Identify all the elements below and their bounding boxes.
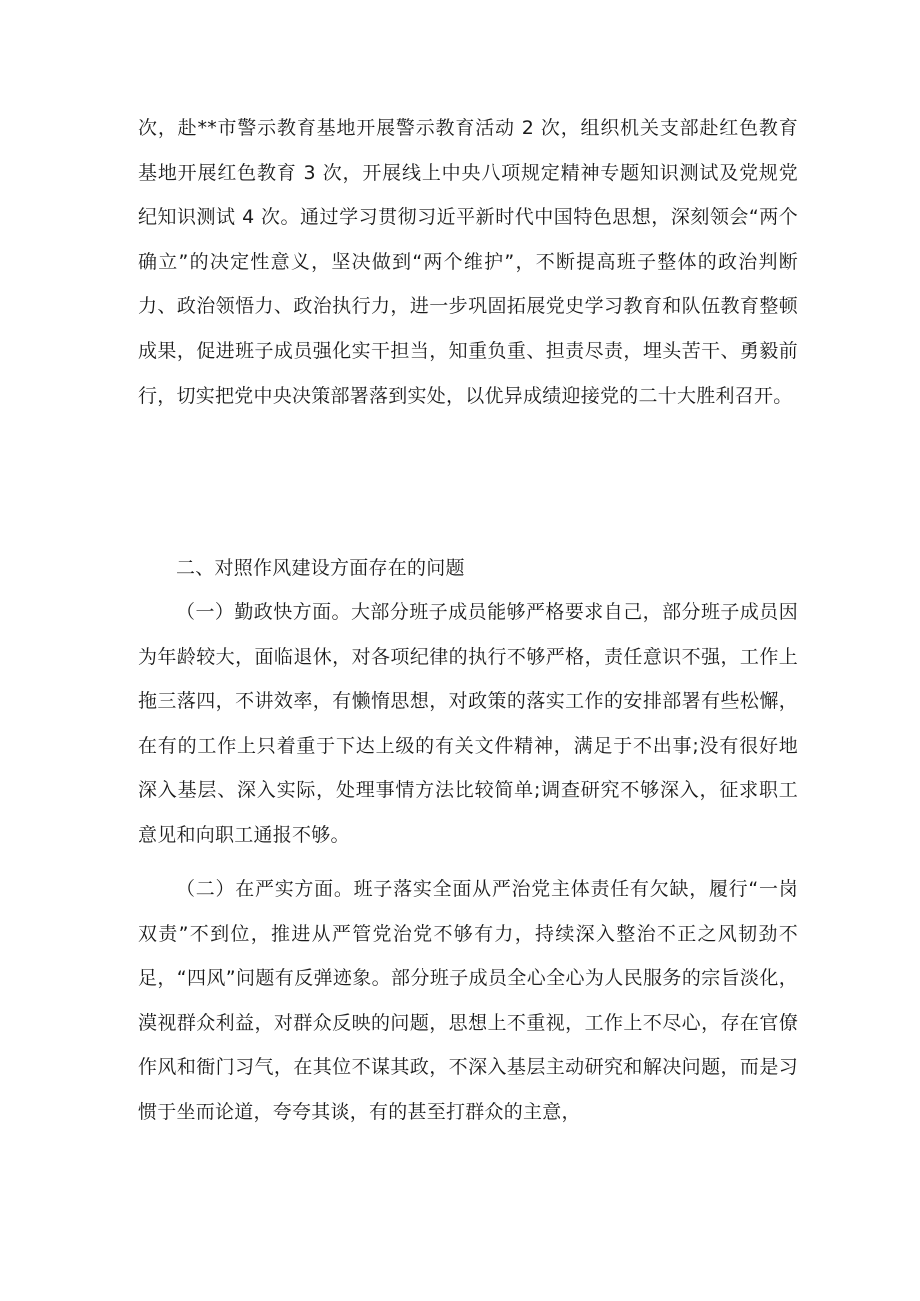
body-paragraph-3: （二）在严实方面。班子落实全面从严治党主体责任有欠缺，履行“一岗双责”不到位，推进从严管党治党不够有力，持续深入整治不正之风韧劲不足，“四风”问题有反弹迹象。部分班子成员全心全心为人民服务的宗旨淡化，漠视群众利益，对群众反映的问题，思想上不重视，工作上不尽心，存在官僚作风和衙门习气，在其位不谋其政，不深入基层主动研究和解决问题，而是习惯于坐而论道，夸夸其谈，有的甚至打群众的主意， — [138, 878, 798, 1123]
body-paragraph-2: （一）勤政快方面。大部分班子成员能够严格要求自己，部分班子成员因为年龄较大，面临退休，对各项纪律的执行不够严格，责任意识不强，工作上拖三落四，不讲效率，有懒惰思想，对政策的落实工作的安排部署有些松懈，在有的工作上只着重于下达上级的有关文件精神，满足于不出事;没有很好地深入基层、深入实际，处理事情方法比较简单;调查研究不够深入，征求职工意见和向职工通报不够。 — [138, 601, 798, 846]
section-heading: 二、对照作风建设方面存在的问题 — [176, 557, 465, 579]
body-paragraph-1: 次，赴**市警示教育基地开展警示教育活动 2 次，组织机关支部赴红色教育基地开展红色教育 3 次，开展线上中央八项规定精神专题知识测试及党规党纪知识测试 4 次。通过学习贯彻习近平新时代中国特色思想，深刻领会“两个确立”的决定性意义，坚决做到“两个维护”，不断提高班子整体的政治判断力、政治领悟力、政治执行力，进一步巩固拓展党史学习教育和队伍教育整顿成果，促进班子成员强化实干担当，知重负重、担责尽责，埋头苦干、勇毅前行，切实把党中央决策部署落到实处，以优异成绩迎接党的二十大胜利召开。 — [138, 117, 798, 407]
